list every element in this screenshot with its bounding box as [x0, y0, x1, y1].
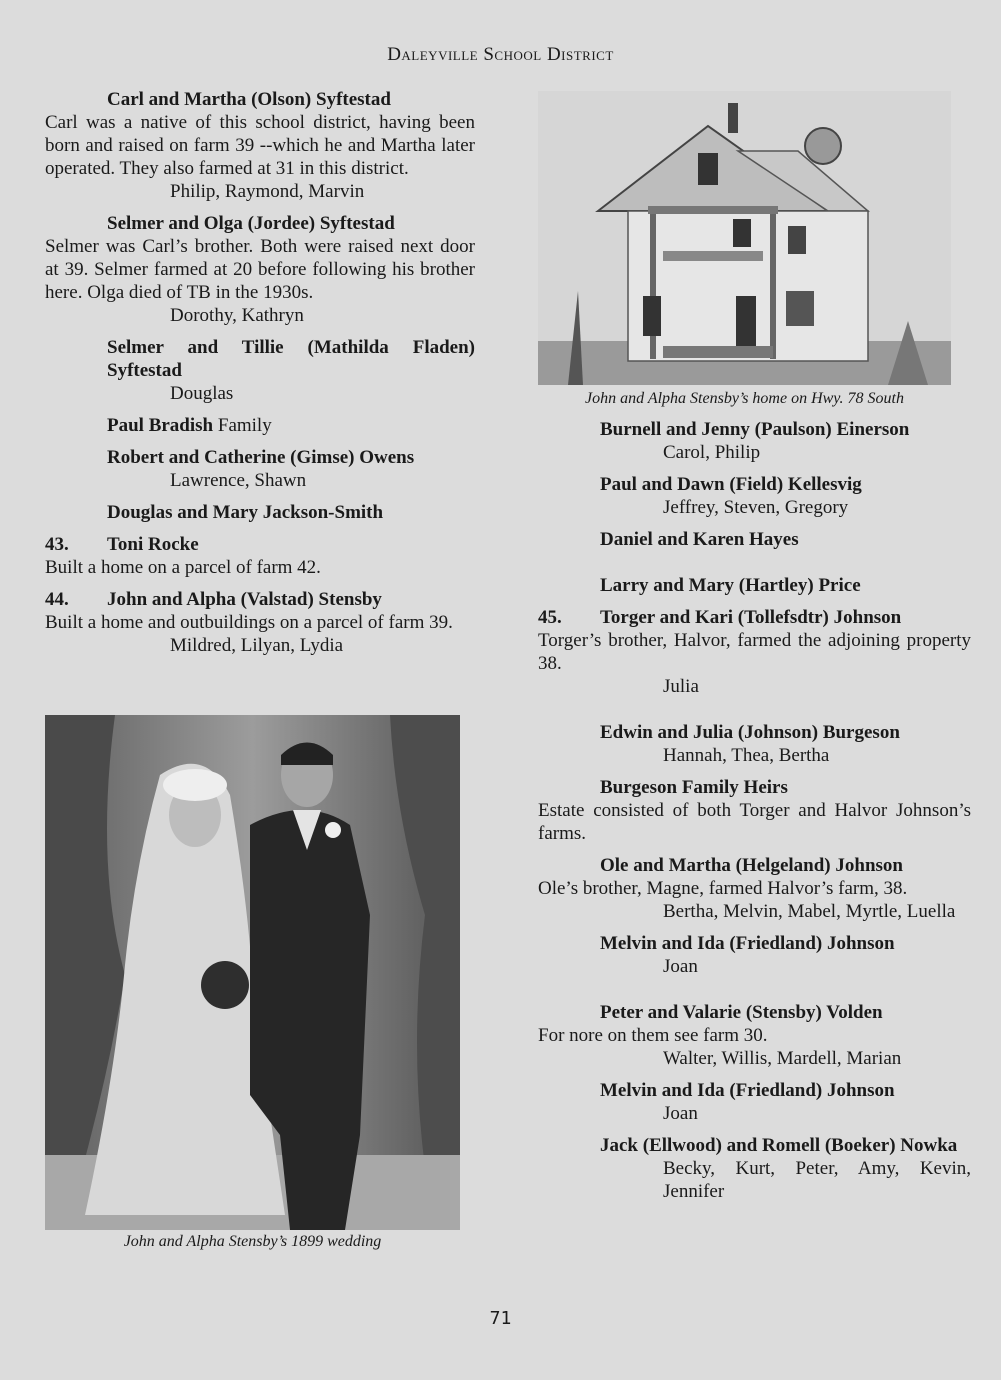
entry-name: Toni Rocke: [107, 534, 199, 555]
entry-children: Walter, Willis, Mardell, Marian: [663, 1048, 902, 1069]
entry-children: Lawrence, Shawn: [170, 470, 307, 491]
entry-name: Ole and Martha (Helgeland) Johnson: [600, 855, 903, 876]
running-header: Daleyville School District: [387, 44, 614, 65]
house-caption: John and Alpha Stensby’s home on Hwy. 78 South: [585, 390, 904, 407]
entry-text: Carl was a native of this school district, having been born and raised on farm 39 --which he and Martha later operated. They also farmed at 31 in this district.: [45, 112, 475, 179]
entry-name: Robert and Catherine (Gimse) Owens: [107, 447, 415, 468]
entry-name: Carl and Martha (Olson) Syftestad: [107, 89, 391, 110]
entry-suffix: Family: [213, 415, 272, 436]
entry-name: Burnell and Jenny (Paulson) Einerson: [600, 419, 910, 440]
entry-children: Becky, Kurt, Peter, Amy, Kevin, Jennifer: [663, 1158, 971, 1202]
entry-text: Estate consisted of both Torger and Halvor Johnson’s farms.: [538, 800, 971, 844]
entry-bradish: [45, 414, 475, 437]
entry-name: Daniel and Karen Hayes: [600, 529, 799, 550]
entry-name: Melvin and Ida (Friedland) Johnson: [600, 1080, 895, 1101]
wedding-photo-image: [45, 715, 460, 1230]
entry-text: Built a home on a parcel of farm 42.: [45, 557, 321, 578]
entry-einerson: [538, 418, 971, 464]
wedding-photo: [45, 715, 460, 1230]
entry-ole-martha: [538, 854, 971, 923]
entry-price: [538, 574, 971, 597]
entry-name: Melvin and Ida (Friedland) Johnson: [600, 933, 895, 954]
wedding-caption: John and Alpha Stensby’s 1899 wedding: [123, 1233, 382, 1250]
entry-selmer-tillie: [45, 336, 475, 405]
entry-kellesvig: [538, 473, 971, 519]
page-number: 71: [489, 1308, 512, 1329]
entry-jackson-smith: [45, 501, 475, 524]
farm-43: [45, 533, 475, 579]
entry-children: Douglas: [170, 383, 234, 404]
entry-text: Selmer was Carl’s brother. Both were raised next door at 39. Selmer farmed at 20 before following his brother here. Olga died of TB in the 1930s.: [45, 236, 475, 303]
entry-children: Dorothy, Kathryn: [170, 305, 304, 326]
entry-children: Hannah, Thea, Bertha: [663, 745, 830, 766]
entry-text: Built a home and outbuildings on a parcel of farm 39.: [45, 612, 453, 633]
entry-owens: [45, 446, 475, 492]
entry-children: Philip, Raymond, Marvin: [170, 181, 365, 202]
entry-hayes: [538, 528, 971, 551]
entry-name: Selmer and Olga (Jordee) Syftestad: [107, 213, 395, 234]
entry-volden: [538, 1001, 971, 1070]
entry-children: Jeffrey, Steven, Gregory: [663, 497, 849, 518]
entry-name: Jack (Ellwood) and Romell (Boeker) Nowka: [600, 1135, 958, 1156]
entry-burgeson: [538, 721, 971, 767]
entry-children: Mildred, Lilyan, Lydia: [170, 635, 344, 656]
house-photo: [538, 91, 951, 385]
right-column: [538, 418, 971, 1212]
entry-melvin-ida: [538, 932, 971, 978]
entry-name: Paul Bradish: [107, 415, 214, 436]
farm-44: [45, 588, 475, 657]
entry-text: Ole’s brother, Magne, farmed Halvor’s farm, 38.: [538, 878, 908, 899]
entry-name: Peter and Valarie (Stensby) Volden: [600, 1002, 883, 1023]
entry-children: Bertha, Melvin, Mabel, Myrtle, Luella: [663, 901, 956, 922]
entry-carl-martha: [45, 88, 475, 203]
entry-name: Burgeson Family Heirs: [600, 777, 788, 798]
entry-name: Paul and Dawn (Field) Kellesvig: [600, 474, 862, 495]
farm-number: 44.: [45, 589, 69, 610]
entry-melvin-ida-2: [538, 1079, 971, 1125]
entry-name: Selmer and Tillie (Mathilda Fladen) Syftestad: [107, 337, 475, 381]
entry-name: Edwin and Julia (Johnson) Burgeson: [600, 722, 900, 743]
entry-burgeson-heirs: [538, 776, 971, 845]
entry-name: Torger and Kari (Tollefsdtr) Johnson: [600, 607, 902, 628]
entry-name: Douglas and Mary Jackson-Smith: [107, 502, 384, 523]
entry-text: For nore on them see farm 30.: [538, 1025, 768, 1046]
left-column: [45, 88, 475, 666]
entry-name: Larry and Mary (Hartley) Price: [600, 575, 861, 596]
entry-text: Torger’s brother, Halvor, farmed the adjoining property 38.: [538, 630, 971, 674]
farm-number: 45.: [538, 607, 562, 628]
farm-number: 43.: [45, 534, 69, 555]
entry-selmer-olga: [45, 212, 475, 327]
entry-children: Joan: [663, 956, 698, 977]
entry-children: Julia: [663, 676, 699, 697]
house-photo-image: [538, 91, 951, 385]
entry-children: Carol, Philip: [663, 442, 761, 463]
entry-nowka: [538, 1134, 971, 1203]
entry-children: Joan: [663, 1103, 698, 1124]
farm-45: [538, 606, 971, 698]
entry-name: John and Alpha (Valstad) Stensby: [107, 589, 382, 610]
